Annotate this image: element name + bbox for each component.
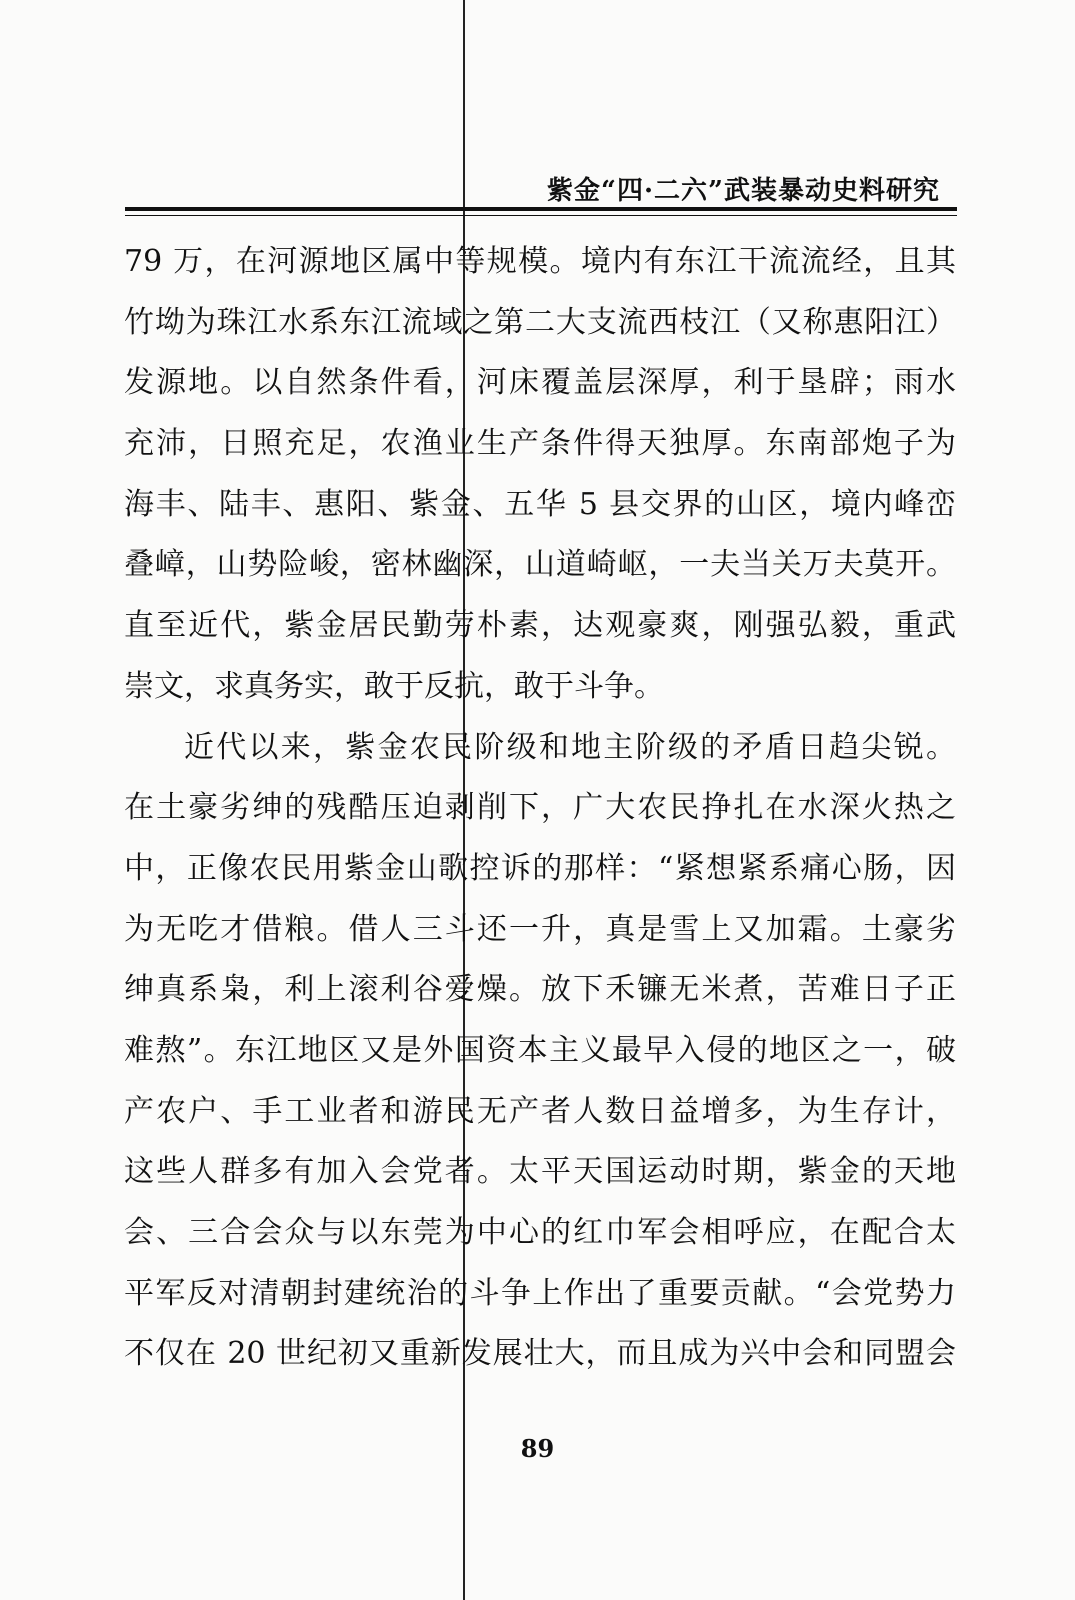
text-line: 中，正像农民用紫金山歌控诉的那样：“紧想紧系痛心肠，因 [124,850,956,886]
text-line: 会、三合会众与以东莞为中心的红巾军会相呼应，在配合太 [124,1215,956,1250]
header-rule-thick [125,207,957,211]
text-line-indented: 近代以来，紫金农民阶级和地主阶级的矛盾日趋尖锐。 [184,729,956,765]
text-line: 难熬”。东江地区又是外国资本主义最早入侵的地区之一，破 [124,1032,956,1068]
text-line: 发源地。以自然条件看，河床覆盖层深厚，利于垦辟；雨水 [124,365,956,401]
text-line: 海丰、陆丰、惠阳、紫金、五华 5 县交界的山区，境内峰峦 [124,486,956,522]
page-number: 89 [520,1434,555,1463]
text-line: 崇文，求真务实，敢于反抗，敢于斗争。 [124,668,664,704]
text-line: 在土豪劣绅的残酷压迫剥削下，广大农民挣扎在水深火热之 [124,790,956,826]
text-line: 竹坳为珠江水系东江流域之第二大支流西枝江（又称惠阳江） [124,304,956,340]
text-line: 79 万，在河源地区属中等规模。境内有东江干流流经，且其 [124,244,956,279]
body-text [124,232,956,1385]
text-line: 直至近代，紫金居民勤劳朴素，达观豪爽，刚强弘毅，重武 [124,608,956,644]
text-line: 绅真系枭，利上滚利谷爱燥。放下禾镰无米煮，苦难日子正 [124,972,956,1008]
text-line: 不仅在 20 世纪初又重新发展壮大，而且成为兴中会和同盟会 [124,1336,956,1372]
header-rule-thin [125,215,957,216]
text-line: 充沛，日照充足，农渔业生产条件得天独厚。东南部炮子为 [124,426,956,462]
text-line: 叠嶂，山势险峻，密林幽深，山道崎岖，一夫当关万夫莫开。 [124,547,956,583]
text-line: 平军反对清朝封建统治的斗争上作出了重要贡献。“会党势力 [124,1275,956,1311]
text-line: 为无吃才借粮。借人三斗还一升，真是雪上又加霜。土豪劣 [124,911,956,947]
running-header-title: 紫金“四·二六”武装暴动史料研究 [547,176,940,206]
text-line: 产农户、手工业者和游民无产者人数日益增多，为生存计， [124,1093,956,1129]
text-line: 这些人群多有加入会党者。太平天国运动时期，紫金的天地 [124,1154,956,1190]
